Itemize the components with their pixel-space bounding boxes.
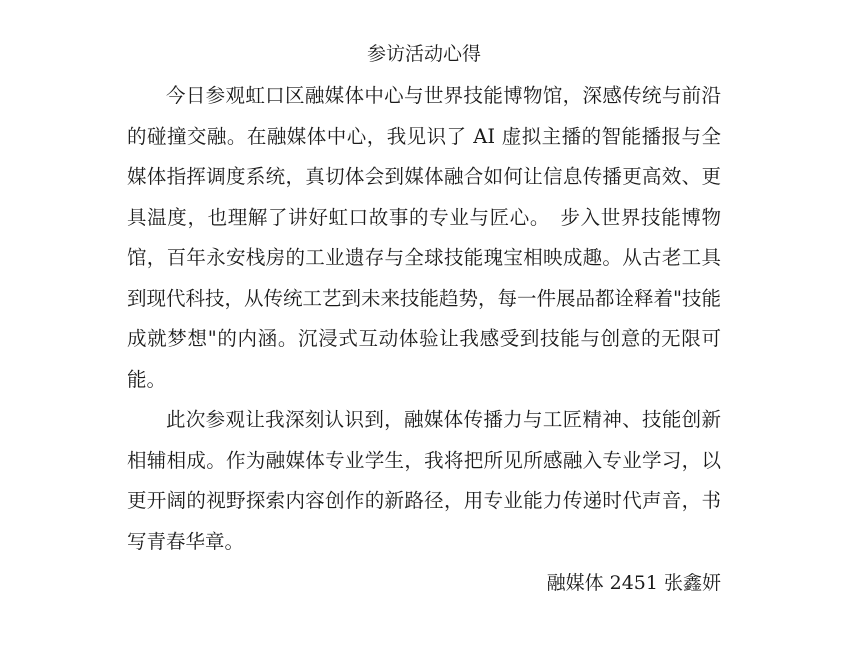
paragraph-1: 今日参观虹口区融媒体中心与世界技能博物馆，深感传统与前沿的碰撞交融。在融媒体中心，我见识了 AI 虚拟主播的智能播报与全媒体指挥调度系统，真切体会到媒体融合如何让信息传播更高效、更具温度，也理解了讲好虹口故事的专业与匠心。 步入世界技能博物馆，百年永安栈房的工业遗存与全球技能瑰宝相映成趣。从古老工具到现代科技，从传统工艺到未来技能趋势，每一件展品都诠释着"技能成就梦想"的内涵。沉浸式互动体验让我感受到技能与创意的无限可能。 xyxy=(127,84,721,391)
paragraph-2: 此次参观让我深刻认识到，融媒体传播力与工匠精神、技能创新相辅相成。作为融媒体专业学生，我将把所见所感融入专业学习，以更开阔的视野探索内容创作的新路径，用专业能力传递时代声音，书写青春华章。 xyxy=(127,408,721,553)
author-signature: 融媒体 2451 张鑫妍 xyxy=(546,572,721,594)
document-page xyxy=(127,40,721,598)
document-title: 参访活动心得 xyxy=(366,43,481,65)
